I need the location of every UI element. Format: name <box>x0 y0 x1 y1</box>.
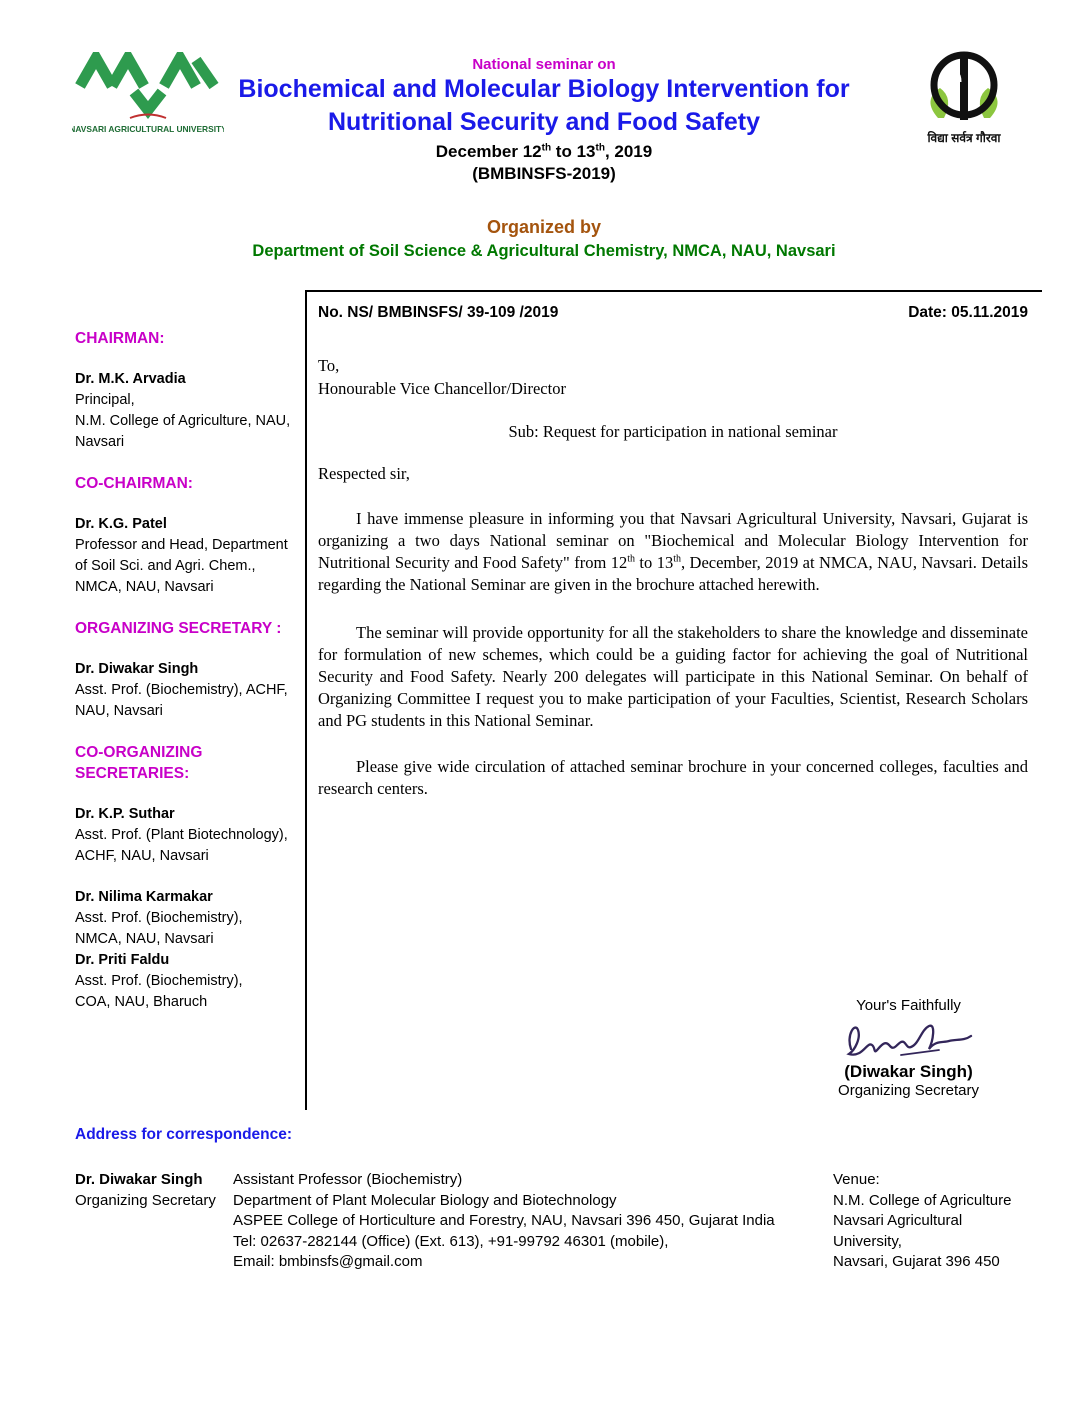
organized-by-label: Organized by <box>486 217 602 237</box>
sidebar-line: NAU, Navsari <box>75 703 163 719</box>
email-line: Email: bmbinsfs@gmail.com <box>233 1253 423 1270</box>
sidebar-line: N.M. College of Agriculture, NAU, <box>75 413 291 429</box>
contact-name: Dr. Diwakar Singh <box>75 1171 203 1188</box>
to-label: To, <box>318 356 340 375</box>
seminar-label: National seminar on <box>472 56 616 73</box>
correspondence-contact <box>75 1170 233 1273</box>
paragraph-1: I have immense pleasure in informing you that Navsari Agricultural University, Navsari, Gujarat is organizing a two days National seminar on "Biochemical and Molecular Biology Intervention for Nutritional Security and Food Safety" from 12th to 13th, December, 2019 at NMCA, NAU, Navsari. Details regarding the National Seminar are given in the brochure attached herewith. <box>318 509 1028 594</box>
sidebar-name: Dr. Diwakar Singh <box>75 661 199 677</box>
header <box>0 56 1088 184</box>
sidebar-line: Asst. Prof. (Biochemistry), ACHF, <box>75 682 288 698</box>
seminar-title-line2: Nutritional Security and Food Safety <box>328 108 760 136</box>
paragraph-2: The seminar will provide opportunity for all the stakeholders to share the knowledge and disseminate for formulation of new schemes, which could be a guiding factor for achieving the goal of Nutritional Security and Food Safety. Nearly 200 delegates will participate in this National Seminar. On behalf of Organizing Committee I request you to make participation of your Faculties, Scientist, Research Scholars and PG students in this National Seminar. <box>318 623 1028 730</box>
seminar-title-line1: Biochemical and Molecular Biology Intervention for <box>238 75 850 103</box>
letter-body <box>305 290 1042 1110</box>
sidebar-line: NMCA, NAU, Navsari <box>75 931 214 947</box>
sidebar-line: of Soil Sci. and Agri. Chem., <box>75 558 256 574</box>
correspondence-row <box>75 1170 1035 1273</box>
contact-role: Organizing Secretary <box>75 1191 216 1209</box>
sidebar-line: Professor and Head, Department <box>75 537 288 553</box>
seminar-date: December 12th to 13th, 2019 <box>435 142 653 161</box>
venue-block <box>833 1170 1035 1273</box>
sidebar-heading: ORGANIZING SECRETARY : <box>75 620 282 637</box>
sidebar-line: Asst. Prof. (Plant Biotechnology), <box>75 827 288 843</box>
signature-icon <box>839 1015 979 1061</box>
detail-line: Assistant Professor (Biochemistry) <box>233 1171 463 1188</box>
paragraph-3: Please give wide circulation of attached seminar brochure in your concerned colleges, faculties and research centers. <box>318 757 1028 798</box>
recipient-block <box>318 354 1028 400</box>
detail-line: Department of Plant Molecular Biology and Biotechnology <box>233 1191 617 1209</box>
venue-line: N.M. College of Agriculture <box>833 1191 1012 1209</box>
closing-line: Your's Faithfully <box>856 997 961 1014</box>
sidebar-line: Navsari <box>75 434 125 450</box>
venue-line: Navsari, Gujarat 396 450 <box>833 1253 1000 1270</box>
sidebar-line: Principal, <box>75 392 135 408</box>
committee-sidebar <box>75 328 310 1013</box>
sidebar-name: Dr. M.K. Arvadia <box>75 371 186 387</box>
organizer-name: Department of Soil Science & Agricultural Chemistry, NMCA, NAU, Navsari <box>252 242 836 260</box>
sidebar-name: Dr. Priti Faldu <box>75 952 170 968</box>
sidebar-line: ACHF, NAU, Navsari <box>75 848 209 864</box>
signatory-title: Organizing Secretary <box>838 1082 979 1099</box>
subject-line: Sub: Request for participation in national seminar <box>508 422 838 441</box>
detail-line: Tel: 02637-282144 (Office) (Ext. 613), +91-99792 46301 (mobile), <box>233 1232 669 1250</box>
sidebar-heading: SECRETARIES: <box>75 765 190 782</box>
reference-number: No. NS/ BMBINSFS/ 39-109 /2019 <box>318 304 559 321</box>
venue-label: Venue: <box>833 1171 880 1188</box>
correspondence-details <box>233 1170 833 1273</box>
signature-block <box>811 997 1006 1099</box>
sidebar-line: COA, NAU, Bharuch <box>75 994 208 1010</box>
sidebar-heading: CO-CHAIRMAN: <box>75 475 193 492</box>
sidebar-name: Dr. K.G. Patel <box>75 516 167 532</box>
sidebar-name: Dr. Nilima Karmakar <box>75 889 213 905</box>
sidebar-name: Dr. K.P. Suthar <box>75 806 175 822</box>
recipient-name: Honourable Vice Chancellor/Director <box>318 379 566 398</box>
nau-logo-caption: NAVSARI AGRICULTURAL UNIVERSITY <box>72 124 224 134</box>
sidebar-heading: CHAIRMAN: <box>75 330 165 347</box>
seminar-code: (BMBINSFS-2019) <box>472 164 616 183</box>
correspondence-heading: Address for correspondence: <box>75 1126 293 1143</box>
venue-line: Navsari Agricultural University, <box>833 1212 963 1250</box>
salutation: Respected sir, <box>318 464 410 483</box>
sidebar-heading: CO-ORGANIZING <box>75 744 203 761</box>
sidebar-line: Asst. Prof. (Biochemistry), <box>75 910 243 926</box>
detail-line: ASPEE College of Horticulture and Forestry, NAU, Navsari 396 450, Gujarat India <box>233 1212 775 1229</box>
reference-row <box>318 304 1028 322</box>
sidebar-line: NMCA, NAU, Navsari <box>75 579 214 595</box>
letter-date: Date: 05.11.2019 <box>908 304 1028 321</box>
sidebar-line: Asst. Prof. (Biochemistry), <box>75 973 243 989</box>
emblem-logo-caption: विद्या सर्वत्र गौरवा <box>927 131 1001 145</box>
organized-by-block <box>0 217 1088 261</box>
signatory-name: (Diwakar Singh) <box>844 1062 973 1081</box>
